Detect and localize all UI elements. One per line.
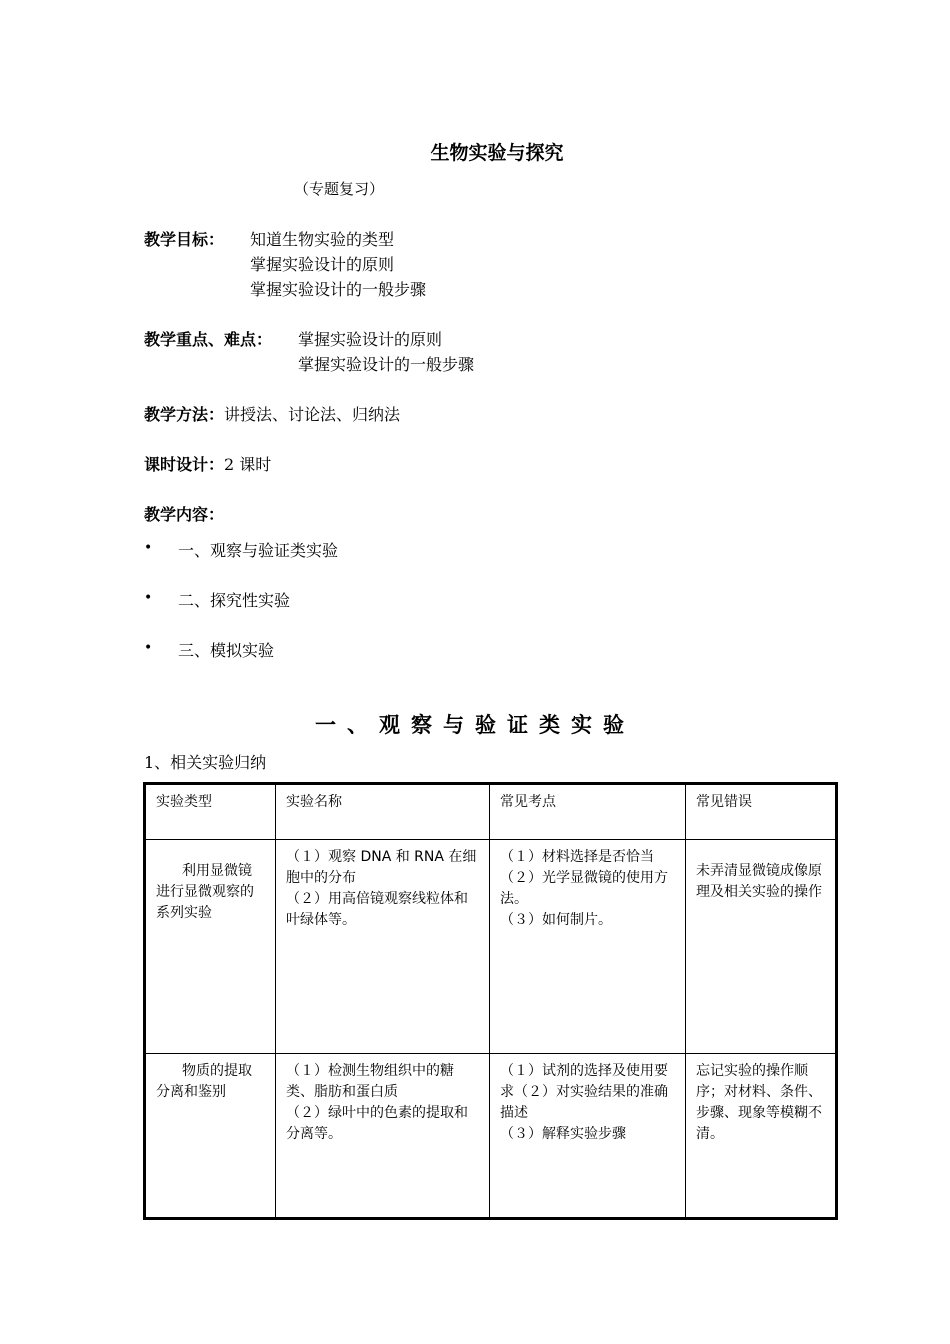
content-label: 教学内容： <box>144 505 225 524</box>
hours-label: 课时设计： <box>144 455 225 474</box>
cell-text: （２）绿叶中的色素的提取和分离等。 <box>286 1105 468 1143</box>
table-cell-errors <box>686 839 837 1053</box>
table-header-row <box>145 784 837 840</box>
table-row <box>145 839 837 1053</box>
bullet-icon: • <box>144 640 153 656</box>
objectives-line-1 <box>144 227 224 250</box>
cell-text: （２）光学显微镜的使用方法。 <box>500 869 668 907</box>
cell-text: 利用显微镜进行显微观察的系列实验 <box>156 862 254 921</box>
cell-text: （１）检测生物组织中的糖类、脂肪和蛋白质 <box>286 1063 454 1101</box>
subheading: 1、相关实验归纳 <box>144 753 267 772</box>
cell-text: 物质的提取分离和鉴别 <box>156 1063 252 1101</box>
table-header-cell: 实验名称 <box>276 784 490 840</box>
cell-text: 忘记实验的操作顺序；对材料、条件、步骤、现象等模糊不清。 <box>696 1063 822 1143</box>
content-line <box>144 502 224 525</box>
key-points-label: 教学重点、难点： <box>144 330 273 349</box>
key-points-line <box>144 327 272 350</box>
table-header-cell: 实验类型 <box>145 784 276 840</box>
cell-text: （３）解释实验步骤 <box>500 1126 626 1143</box>
key-point-item: 掌握实验设计的一般步骤 <box>298 355 475 374</box>
table-header-cell: 常见错误 <box>686 784 837 840</box>
hours-line <box>144 452 271 475</box>
cell-text: （２）用高倍镜观察线粒体和叶绿体等。 <box>286 890 468 928</box>
content-item: 一、观察与验证类实验 <box>178 541 339 560</box>
objective-item: 掌握实验设计的原则 <box>250 255 395 274</box>
table-header-cell: 常见考点 <box>490 784 686 840</box>
table-cell-points <box>490 1054 686 1219</box>
objective-item: 掌握实验设计的一般步骤 <box>250 280 427 299</box>
objectives-label: 教学目标： <box>144 230 225 249</box>
section-heading: 一、观察与验证类实验 <box>315 713 635 737</box>
table-cell-errors <box>686 1054 837 1219</box>
bullet-icon: • <box>144 540 153 556</box>
table-cell-names <box>276 839 490 1053</box>
cell-text: （１）观察 DNA 和 RNA 在细胞中的分布 <box>286 848 477 886</box>
method-label: 教学方法： <box>144 405 225 424</box>
method-line <box>144 402 400 425</box>
page-subtitle: （专题复习） <box>294 180 385 198</box>
cell-text: （１）材料选择是否恰当 <box>500 848 654 865</box>
hours-value: 2 课时 <box>224 455 272 474</box>
objective-item: 知道生物实验的类型 <box>250 230 395 249</box>
content-item: 二、探究性实验 <box>178 591 291 610</box>
page-title: 生物实验与探究 <box>430 142 564 164</box>
table-cell-points <box>490 839 686 1053</box>
cell-text: 未弄清显微镜成像原理及相关实验的操作 <box>696 862 822 900</box>
cell-text: （１）试剂的选择及使用要求（２）对实验结果的准确描述 <box>500 1063 668 1122</box>
bullet-icon: • <box>144 590 153 606</box>
method-value: 讲授法、讨论法、归纳法 <box>224 405 401 424</box>
table-cell-type <box>145 839 276 1053</box>
content-item: 三、模拟实验 <box>178 641 275 660</box>
table-cell-type <box>145 1054 276 1219</box>
cell-text: （３）如何制片。 <box>500 911 612 928</box>
table-cell-names <box>276 1054 490 1219</box>
experiment-table <box>143 782 838 1220</box>
key-point-item: 掌握实验设计的原则 <box>298 330 443 349</box>
table-row <box>145 1054 837 1219</box>
